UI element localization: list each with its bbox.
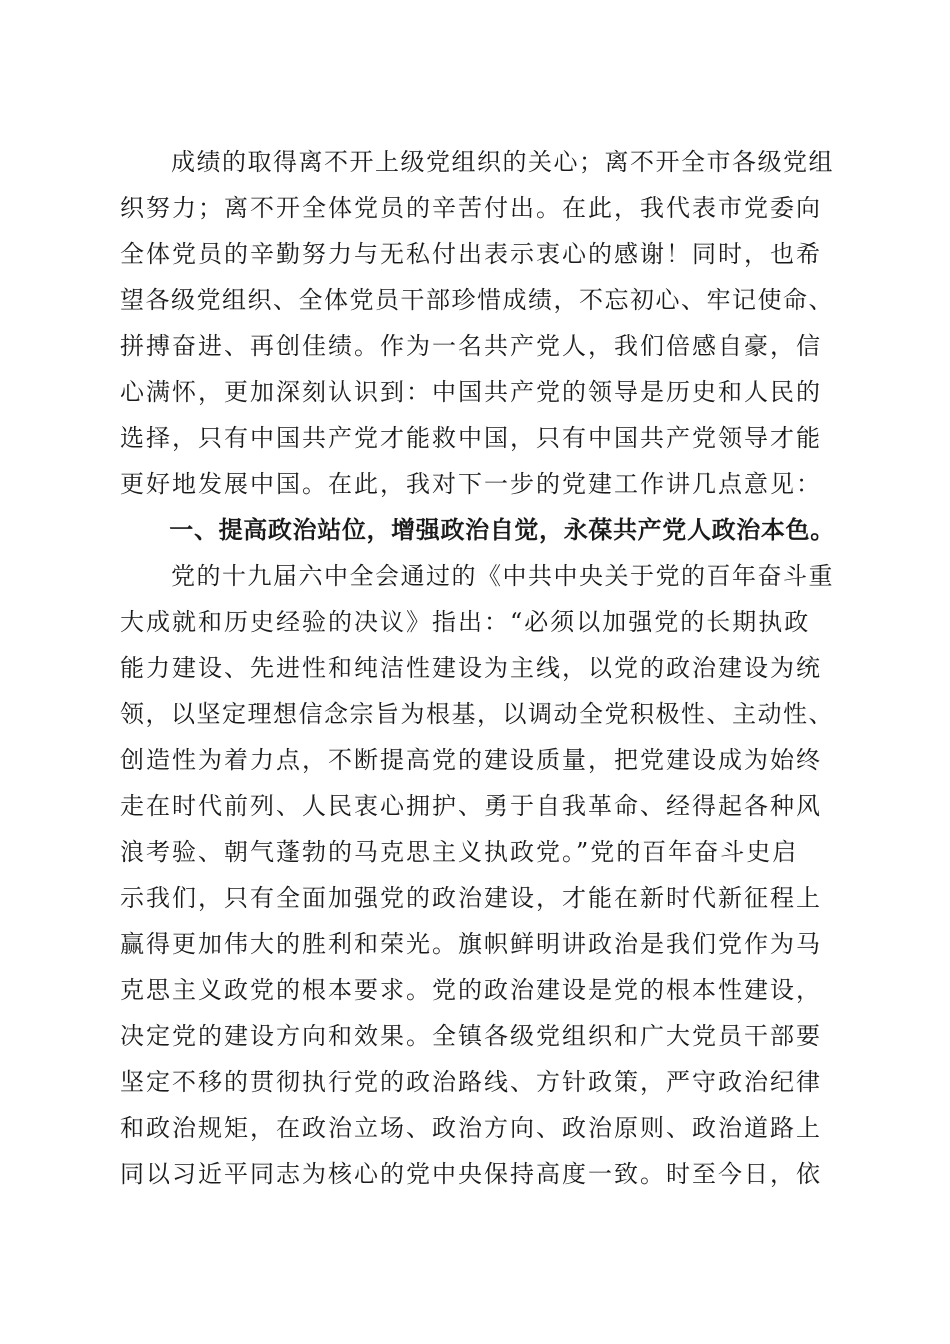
paragraph-line-13: 领，以坚定理想信念宗旨为根基，以调动全党积极性、主动性、 bbox=[120, 700, 834, 728]
paragraph-line-1: 成绩的取得离不开上级党组织的关心；离不开全市各级党组 bbox=[120, 148, 834, 176]
paragraph-line-5: 拼搏奋进、再创佳绩。作为一名共产党人，我们倍感自豪，信 bbox=[120, 332, 822, 360]
paragraph-line-7: 选择，只有中国共产党才能救中国，只有中国共产党领导才能 bbox=[120, 424, 822, 452]
paragraph-line-12: 能力建设、先进性和纯洁性建设为主线，以党的政治建设为统 bbox=[120, 654, 822, 682]
paragraph-line-23: 同以习近平同志为核心的党中央保持高度一致。时至今日，依 bbox=[120, 1160, 822, 1188]
paragraph-line-16: 浪考验、朝气蓬勃的马克思主义执政党。”党的百年奋斗史启 bbox=[120, 838, 799, 866]
paragraph-line-14: 创造性为着力点，不断提高党的建设质量，把党建设成为始终 bbox=[120, 746, 822, 774]
paragraph-line-4: 望各级党组织、全体党员干部珍惜成绩，不忘初心、牢记使命、 bbox=[120, 286, 834, 314]
paragraph-line-11: 大成就和历史经验的决议》指出：“必须以加强党的长期执政 bbox=[120, 608, 811, 636]
paragraph-line-19: 克思主义政党的根本要求。党的政治建设是党的根本性建设， bbox=[120, 976, 822, 1004]
paragraph-line-18: 赢得更加伟大的胜利和荣光。旗帜鲜明讲政治是我们党作为马 bbox=[120, 930, 822, 958]
section-heading-1: 一、提高政治站位，增强政治自觉，永葆共产党人政治本色。 bbox=[120, 516, 835, 544]
paragraph-line-22: 和政治规矩，在政治立场、政治方向、政治原则、政治道路上 bbox=[120, 1114, 822, 1142]
paragraph-line-20: 决定党的建设方向和效果。全镇各级党组织和广大党员干部要 bbox=[120, 1022, 822, 1050]
paragraph-line-10: 党的十九届六中全会通过的《中共中央关于党的百年奋斗重 bbox=[120, 562, 834, 590]
paragraph-line-8: 更好地发展中国。在此，我对下一步的党建工作讲几点意见： bbox=[120, 470, 822, 498]
paragraph-line-21: 坚定不移的贯彻执行党的政治路线、方针政策，严守政治纪律 bbox=[120, 1068, 822, 1096]
paragraph-line-3: 全体党员的辛勤努力与无私付出表示衷心的感谢！同时，也希 bbox=[120, 240, 822, 268]
paragraph-line-15: 走在时代前列、人民衷心拥护、勇于自我革命、经得起各种风 bbox=[120, 792, 822, 820]
paragraph-line-2: 织努力；离不开全体党员的辛苦付出。在此，我代表市党委向 bbox=[120, 194, 822, 222]
paragraph-line-6: 心满怀，更加深刻认识到：中国共产党的领导是历史和人民的 bbox=[120, 378, 822, 406]
paragraph-line-17: 示我们，只有全面加强党的政治建设，才能在新时代新征程上 bbox=[120, 884, 822, 912]
